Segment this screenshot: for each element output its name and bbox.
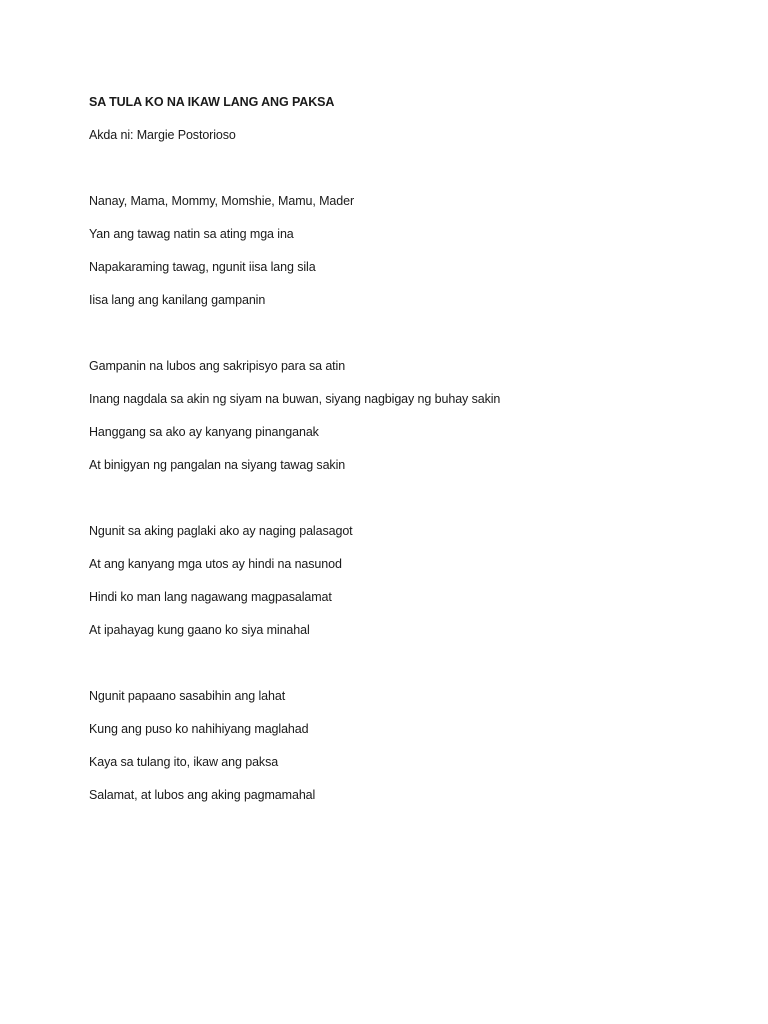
poem-line: Nanay, Mama, Mommy, Momshie, Mamu, Mader — [89, 194, 355, 208]
poem-line: At ang kanyang mga utos ay hindi na nasunod — [89, 557, 342, 571]
poem-line: Inang nagdala sa akin ng siyam na buwan, siyang nagbigay ng buhay sakin — [89, 392, 501, 406]
poem-line: Gampanin na lubos ang sakripisyo para sa atin — [89, 359, 346, 373]
poem-line: Napakaraming tawag, ngunit iisa lang sila — [89, 260, 316, 274]
author-line: Akda ni: Margie Postorioso — [89, 128, 236, 142]
poem-title: SA TULA KO NA IKAW LANG ANG PAKSA — [89, 95, 335, 109]
stanza-spacer — [89, 653, 728, 686]
poem-line: At ipahayag kung gaano ko siya minahal — [89, 623, 310, 637]
stanza-3 — [89, 521, 728, 653]
poem-line: Ngunit papaano sasabihin ang lahat — [89, 689, 286, 703]
stanza-spacer — [89, 323, 728, 356]
poem-line: Hindi ko man lang nagawang magpasalamat — [89, 590, 332, 604]
stanza-2 — [89, 356, 728, 488]
poem-line: Salamat, at lubos ang aking pagmamahal — [89, 788, 316, 802]
stanza-1 — [89, 191, 728, 323]
poem-line: Kaya sa tulang ito, ikaw ang paksa — [89, 755, 279, 769]
poem-line: Kung ang puso ko nahihiyang maglahad — [89, 722, 309, 736]
poem-line: Ngunit sa aking paglaki ako ay naging palasagot — [89, 524, 353, 538]
poem-line: Hanggang sa ako ay kanyang pinanganak — [89, 425, 319, 439]
poem-line: At binigyan ng pangalan na siyang tawag sakin — [89, 458, 346, 472]
poem-line: Iisa lang ang kanilang gampanin — [89, 293, 266, 307]
stanza-spacer — [89, 488, 728, 521]
poem-line: Yan ang tawag natin sa ating mga ina — [89, 227, 294, 241]
stanza-spacer — [89, 158, 728, 191]
stanza-4 — [89, 686, 728, 818]
